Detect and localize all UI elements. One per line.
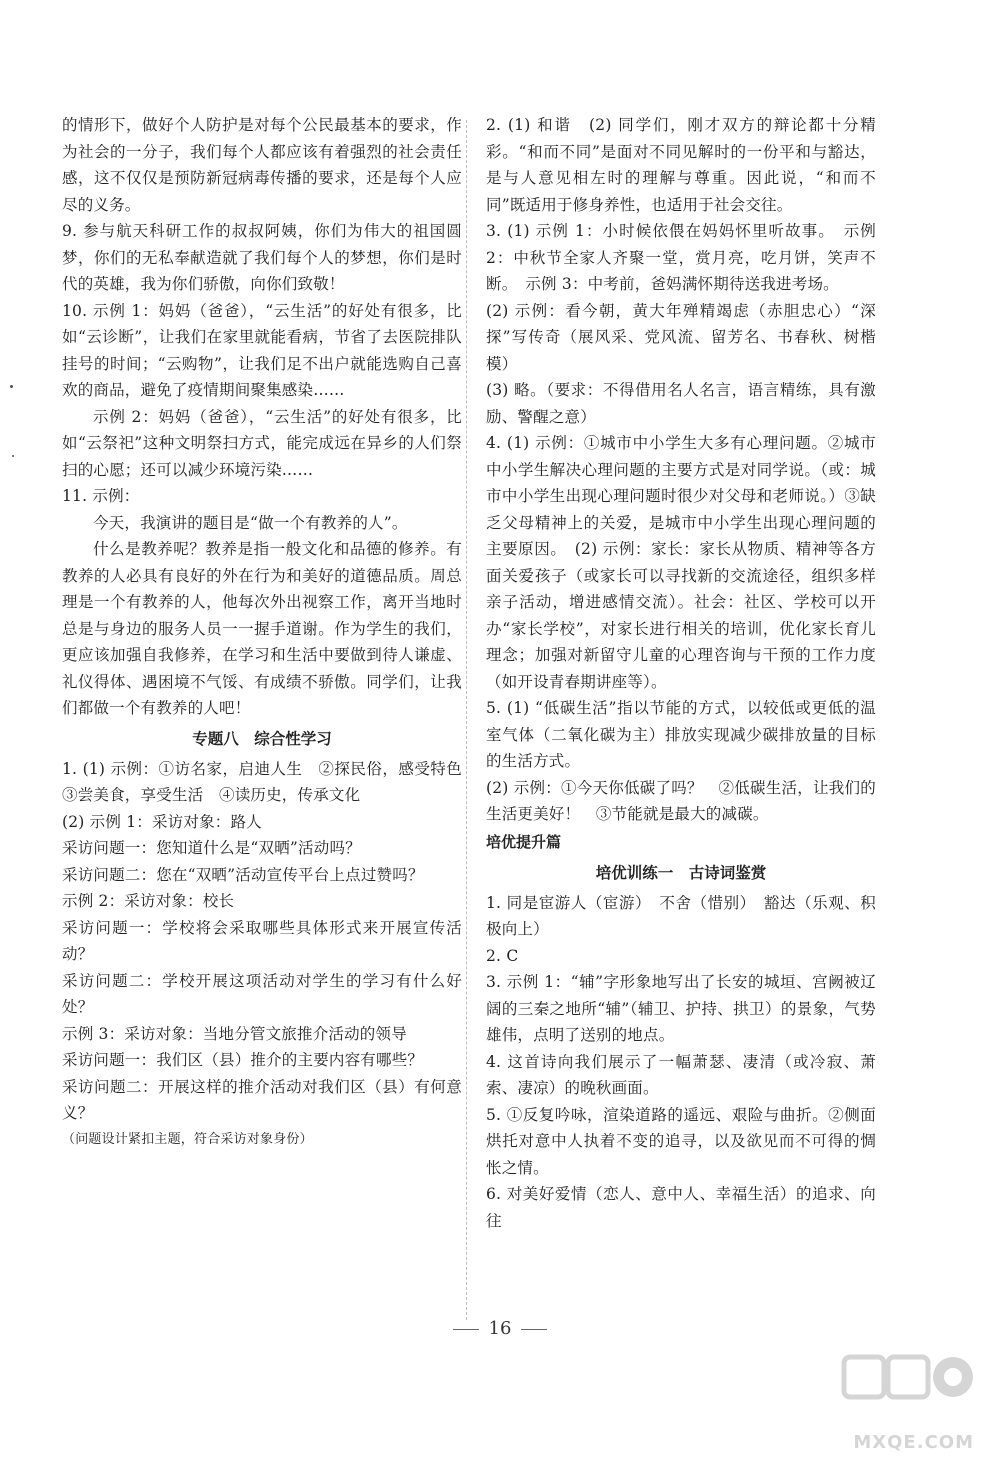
- interview-question: 采访问题一：我们区（县）推介的主要内容有哪些？: [62, 1051, 424, 1069]
- answer-paragraph: 的情形下，做好个人防护是对每个公民最基本的要求，作为社会的一分子，我们每个人都应该有着强烈的社会责任感，这不仅仅是预防新冠病毒传播的要求，还是每个人应尽的义务。: [62, 116, 462, 214]
- poetry-answer-3: 3. 示例 1：“辅”字形象地写出了长安的城垣、宫阙被辽阔的三秦之地所“辅”（辅卫、护持、拱卫）的景象，气势雄伟，点明了送别的地点。: [486, 973, 876, 1044]
- poetry-answer-5: 5. ①反复吟咏，渲染道路的遥远、艰险与曲折。②侧面烘托对意中人执着不变的追寻，以及欲见而不可得的惆怅之情。: [486, 1105, 876, 1177]
- watermark: [828, 1347, 978, 1457]
- page-number-text: 16: [488, 1318, 512, 1339]
- answer-11: 11. 示例：: [62, 487, 140, 505]
- left-column: [62, 112, 478, 1153]
- column-divider: [466, 120, 467, 1320]
- watermark-site-text: MXQE.COM: [853, 1432, 974, 1453]
- interview-question: 采访问题二：开展这样的推介活动对我们区（县）有何意义？: [62, 1077, 462, 1122]
- interview-question: 采访问题二：学校开展这项活动对学生的学习有什么好处？: [62, 971, 462, 1016]
- answer-9: 9. 参与航天科研工作的叔叔阿姨，你们为伟大的祖国圆梦，你们的无私奉献造就了我们每个人的梦想，你们是时代的英雄，我为你们骄傲，向你们致敬！: [62, 222, 462, 293]
- answer-1-2-example-1: (2) 示例 1：采访对象：路人: [62, 812, 262, 831]
- poetry-answer-6: 6. 对美好爱情（恋人、意中人、幸福生活）的追求、向往: [486, 1185, 876, 1230]
- watermark-logo-icon: [838, 1347, 978, 1427]
- interview-question: 采访问题二：您在“双晒”活动宣传平台上点过赞吗？: [62, 865, 424, 884]
- poetry-answer-2: 2. C: [486, 946, 519, 965]
- poetry-answer-4: 4. 这首诗向我们展示了一幅萧瑟、凄清（或冷寂、萧索、凄凉）的晚秋画面。: [486, 1052, 876, 1097]
- grading-note: （问题设计紧扣主题，符合采访对象身份）: [62, 1131, 313, 1147]
- page-number: [0, 1318, 1000, 1339]
- answer-4: 4. (1) 示例：①城市中小学生大多有心理问题。②城市中小学生解决心理问题的主要方式是对同学说。（或：城市中小学生出现心理问题时很少对父母和老师说。）③缺乏父母精神上的关爱，是城市中小学生出现心理问题的主要原因。 (2) 示例：家长：家长从物质、精神等各方面关爱孩子（或家长可以寻找新的交流途径，组织多样亲子活动，增进感情交流）。社会：社区、学校可以开办“家长学校”，对家长进行相关的培训，优化家长育儿理念；加强对新留守儿童的心理咨询与干预的工作力度（如开设青春期讲座等）。: [486, 434, 876, 691]
- answer-3-2: (2) 示例：看今朝，黄大年殚精竭虑（赤胆忠心）“深探”写传奇（展风采、党风流、留芳名、书春秋、树楷模）: [486, 301, 876, 373]
- answer-1-2-example-2: 示例 2：采访对象：校长: [62, 892, 235, 910]
- interview-question: 采访问题一：学校将会采取哪些具体形式来开展宣传活动？: [62, 918, 462, 963]
- section-subheading: 培优提升篇: [486, 832, 562, 851]
- section-heading-topic-8: 专题八 综合性学习: [192, 729, 332, 748]
- answer-1-1: 1. (1) 示例：①访名家，启迪人生 ②探民俗，感受特色 ③尝美食，享受生活 ④读历史，传承文化: [62, 759, 478, 804]
- speech-body: 什么是教养呢？教养是指一般文化和品德的修养。有教养的人必具有良好的外在行为和美好的道德品质。周总理是一个有教养的人，他每次外出视察工作，离开当地时总是与身边的服务人员一一握手道谢。作为学生的我们，更应该加强自我修养，在学习和生活中要做到待人谦虚、礼仪得体、遇困境不气馁、有成绩不骄傲。同学们，让我们都做一个有教养的人吧！: [62, 540, 462, 717]
- answer-2: 2. (1) 和谐 (2) 同学们，刚才双方的辩论都十分精彩。“和而不同”是面对不同见解时的一份平和与豁达，是与人意见相左时的理解与尊重。因此说，“和而不同”既适用于修身养性，也适用于社会交往。: [486, 116, 876, 214]
- answer-5-2: (2) 示例：①今天你低碳了吗？ ②低碳生活，让我们的生活更美好！ ③节能就是最大的减碳。: [486, 778, 876, 823]
- answer-1-2-example-3: 示例 3：采访对象：当地分管文旅推介活动的领导: [62, 1024, 407, 1043]
- answer-3-1: 3. (1) 示例 1：小时候依偎在妈妈怀里听故事。 示例 2：中秋节全家人齐聚一堂，赏月亮，吃月饼，笑声不断。 示例 3：中考前，爸妈满怀期待送我进考场。: [486, 222, 876, 293]
- scan-speck: [10, 385, 13, 388]
- speech-opening: 今天，我演讲的题目是“做一个有教养的人”。: [93, 513, 408, 532]
- right-column: [486, 112, 876, 1234]
- answer-10-example-2: 示例 2：妈妈（爸爸），“云生活”的好处有很多，比如“云祭祀”这种文明祭扫方式，能完成远在异乡的人们祭扫的心愿；还可以减少环境污染……: [62, 407, 462, 479]
- answer-3-3: (3) 略。（要求：不得借用名人名言，语言精练，具有激励、警醒之意）: [486, 381, 876, 426]
- answer-10-example-1: 10. 示例 1：妈妈（爸爸），“云生活”的好处有很多，比如“云诊断”，让我们在家里就能看病，节省了去医院排队挂号的时间；“云购物”，让我们足不出户就能选购自己喜欢的商品，避免了疫情期间聚集感染……: [62, 301, 462, 399]
- interview-question: 采访问题一：您知道什么是“双晒”活动吗？: [62, 839, 361, 857]
- section-heading-training-1: 培优训练一 古诗词鉴赏: [595, 863, 767, 882]
- answer-5-1: 5. (1) “低碳生活”指以节能的方式，以较低或更低的温室气体（二氧化碳为主）排放实现减少碳排放量的目标的生活方式。: [486, 699, 876, 770]
- poetry-answer-1: 1. 同是宦游人（宦游） 不舍（惜别） 豁达（乐观、积极向上）: [486, 893, 876, 938]
- scan-speck: [12, 455, 14, 457]
